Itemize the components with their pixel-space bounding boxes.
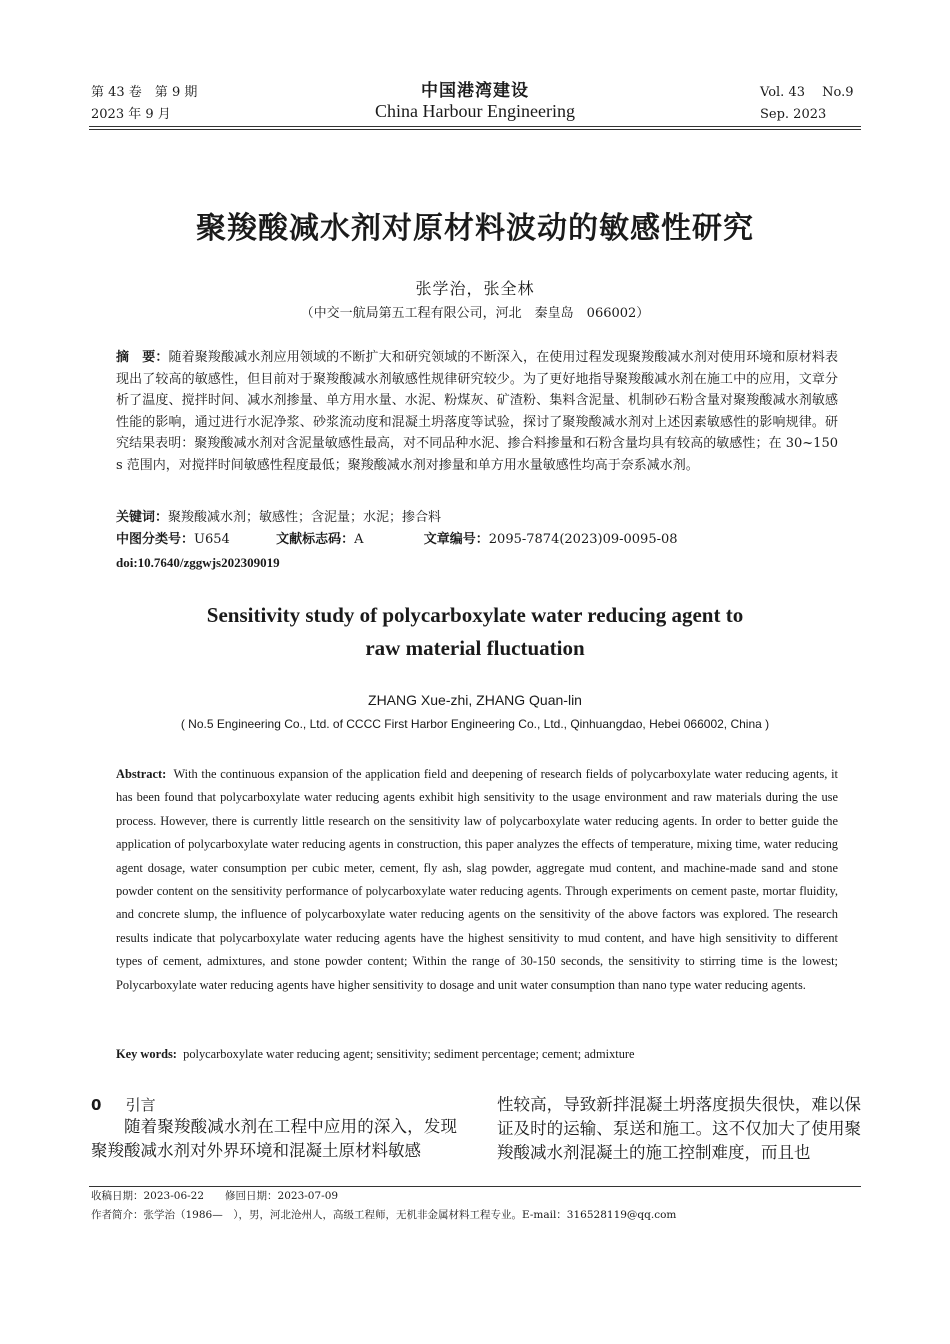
paper-title-cn: 聚羧酸减水剂对原材料波动的敏感性研究 — [196, 211, 754, 246]
date-en: Sep. 2023 — [760, 107, 827, 122]
affiliation-cn: （中交一航局第五工程有限公司，河北 秦皇岛 066002） — [300, 306, 650, 321]
author-bio: 作者简介：张学治（1986— ），男，河北沧州人，高级工程师，无机非金属材料工程专业。E-mail：316528119@qq.com — [91, 1209, 677, 1221]
doc-code-value: A — [354, 532, 364, 547]
authors-cn: 张学治，张全林 — [415, 279, 535, 298]
abstract-text-cn: 随着聚羧酸减水剂应用领域的不断扩大和研究领域的不断深入，在使用过程发现聚羧酸减水剂对使用环境和原材料表现出了较高的敏感性，但目前对于聚羧酸减水剂敏感性规律研究较少。为了更好地指导聚羧酸减水剂在施工中的应用，文章分析了温度、搅拌时间、减水剂掺量、单方用水量、水泥、粉煤灰、矿渣粉、集料含泥量、机制砂石粉含量对聚羧酸减水剂敏感性能的影响，通过进行水泥净浆、砂浆流动度和混凝土坍落度等试验，探讨了聚羧酸减水剂对上述因素敏感性的影响规律。研究结果表明：聚羧酸减水剂对含泥量敏感性最高，对不同品种水泥、掺合料掺量和石粉含量均具有较高的敏感性；在 30~150 s 范围内，对搅拌时间敏感性程度最低；聚羧酸减水剂对掺量和单方用水量敏感性均高于奈系减水剂。 — [116, 350, 838, 473]
volume-issue-cn: 第 43 卷 第 9 期 — [91, 85, 198, 100]
keywords-text-cn: 聚羧酸减水剂；敏感性；含泥量；水泥；掺合料 — [168, 510, 442, 525]
abstract-label-en: Abstract: — [116, 767, 167, 781]
date-cn: 2023 年 9 月 — [91, 107, 171, 122]
abstract-en — [116, 763, 838, 997]
body-right-column: 性较高，导致新拌混凝土坍落度损失很快，难以保证及时的运输、泵送和施工。这不仅加大了使用聚羧酸减水剂混凝土的施工控制难度，而且也 — [497, 1095, 861, 1162]
paper-title-en-line2: raw material fluctuation — [365, 636, 585, 660]
abstract-text-en: With the continuous expansion of the application field and deepening of research fields of polycarboxylate water reducing agents, it has been found that polycarboxylate water reducing agents exhibit high sensitivity to the usage environment and raw materials during the use process. However, there is currently little research on the sensitivity law of polycarboxylate water reducing agents. In order to better guide the application of polycarboxylate water reducing agents in construction, this paper analyzes the effects of temperature, mixing time, water reducing agent dosage, water consumption per cubic meter, cement, fly ash, slag powder, aggregate mud content, and machine-made sand and stone powder content on the sensitivity performance of polycarboxylate water reducing agents. Through experiments on cement paste, mortar fluidity, and concrete slump, the influence of polycarboxylate water reducing agents on the sensitivity of the above factors was explored. The research results indicate that polycarboxylate water reducing agents have the highest sensitivity to mud content, and have high sensitivity to different types of cement, admixtures, and stone powder content; Within the range of 30-150 seconds, the sensitivity to stirring time is the lowest; Polycarboxylate water reducing agents have higher sensitivity to dosage and unit water consumption than nano type water reducing agents. — [116, 767, 838, 992]
authors-en: ZHANG Xue-zhi, ZHANG Quan-lin — [368, 692, 582, 708]
paper-title-en — [0, 599, 950, 665]
abstract-cn — [116, 347, 838, 476]
clc-label: 中图分类号： — [116, 532, 195, 547]
body-left-column: 随着聚羧酸减水剂在工程中应用的深入，发现聚羧酸减水剂对外界环境和混凝土原材料敏感 — [91, 1117, 457, 1160]
volume-issue-en: Vol. 43 No.9 — [760, 85, 854, 100]
keywords-label-en: Key words: — [116, 1047, 177, 1061]
article-no-label: 文章编号： — [423, 532, 489, 547]
doc-code-label: 文献标志码： — [276, 532, 355, 547]
classification-line — [116, 530, 856, 550]
journal-name-cn: 中国港湾建设 — [421, 81, 529, 101]
section-number: 0 — [91, 1096, 102, 1114]
received-dates: 收稿日期：2023-06-22 修回日期：2023-07-09 — [91, 1190, 339, 1202]
keywords-cn — [116, 508, 856, 528]
header-rule-top — [89, 126, 861, 127]
clc-value: U654 — [194, 532, 230, 547]
abstract-label-cn: 摘 要： — [116, 350, 169, 365]
journal-name-en: China Harbour Engineering — [375, 101, 575, 121]
article-no-value: 2095-7874(2023)09-0095-08 — [488, 532, 678, 547]
paper-title-en-line1: Sensitivity study of polycarboxylate water reducing agent to — [206, 603, 744, 627]
header-rule-bottom — [89, 129, 861, 130]
affiliation-en: ( No.5 Engineering Co., Ltd. of CCCC First Harbor Engineering Co., Ltd., Qinhuangdao, Hebei 066002, China ) — [180, 717, 770, 731]
keywords-en — [116, 1044, 856, 1064]
keywords-text-en: polycarboxylate water reducing agent; sensitivity; sediment percentage; cement; admixture — [183, 1047, 635, 1061]
doi: doi:10.7640/zggwjs202309019 — [116, 555, 280, 570]
section-title: 引言 — [125, 1096, 156, 1114]
keywords-label-cn: 关键词： — [116, 510, 169, 525]
section-heading — [91, 1094, 156, 1115]
